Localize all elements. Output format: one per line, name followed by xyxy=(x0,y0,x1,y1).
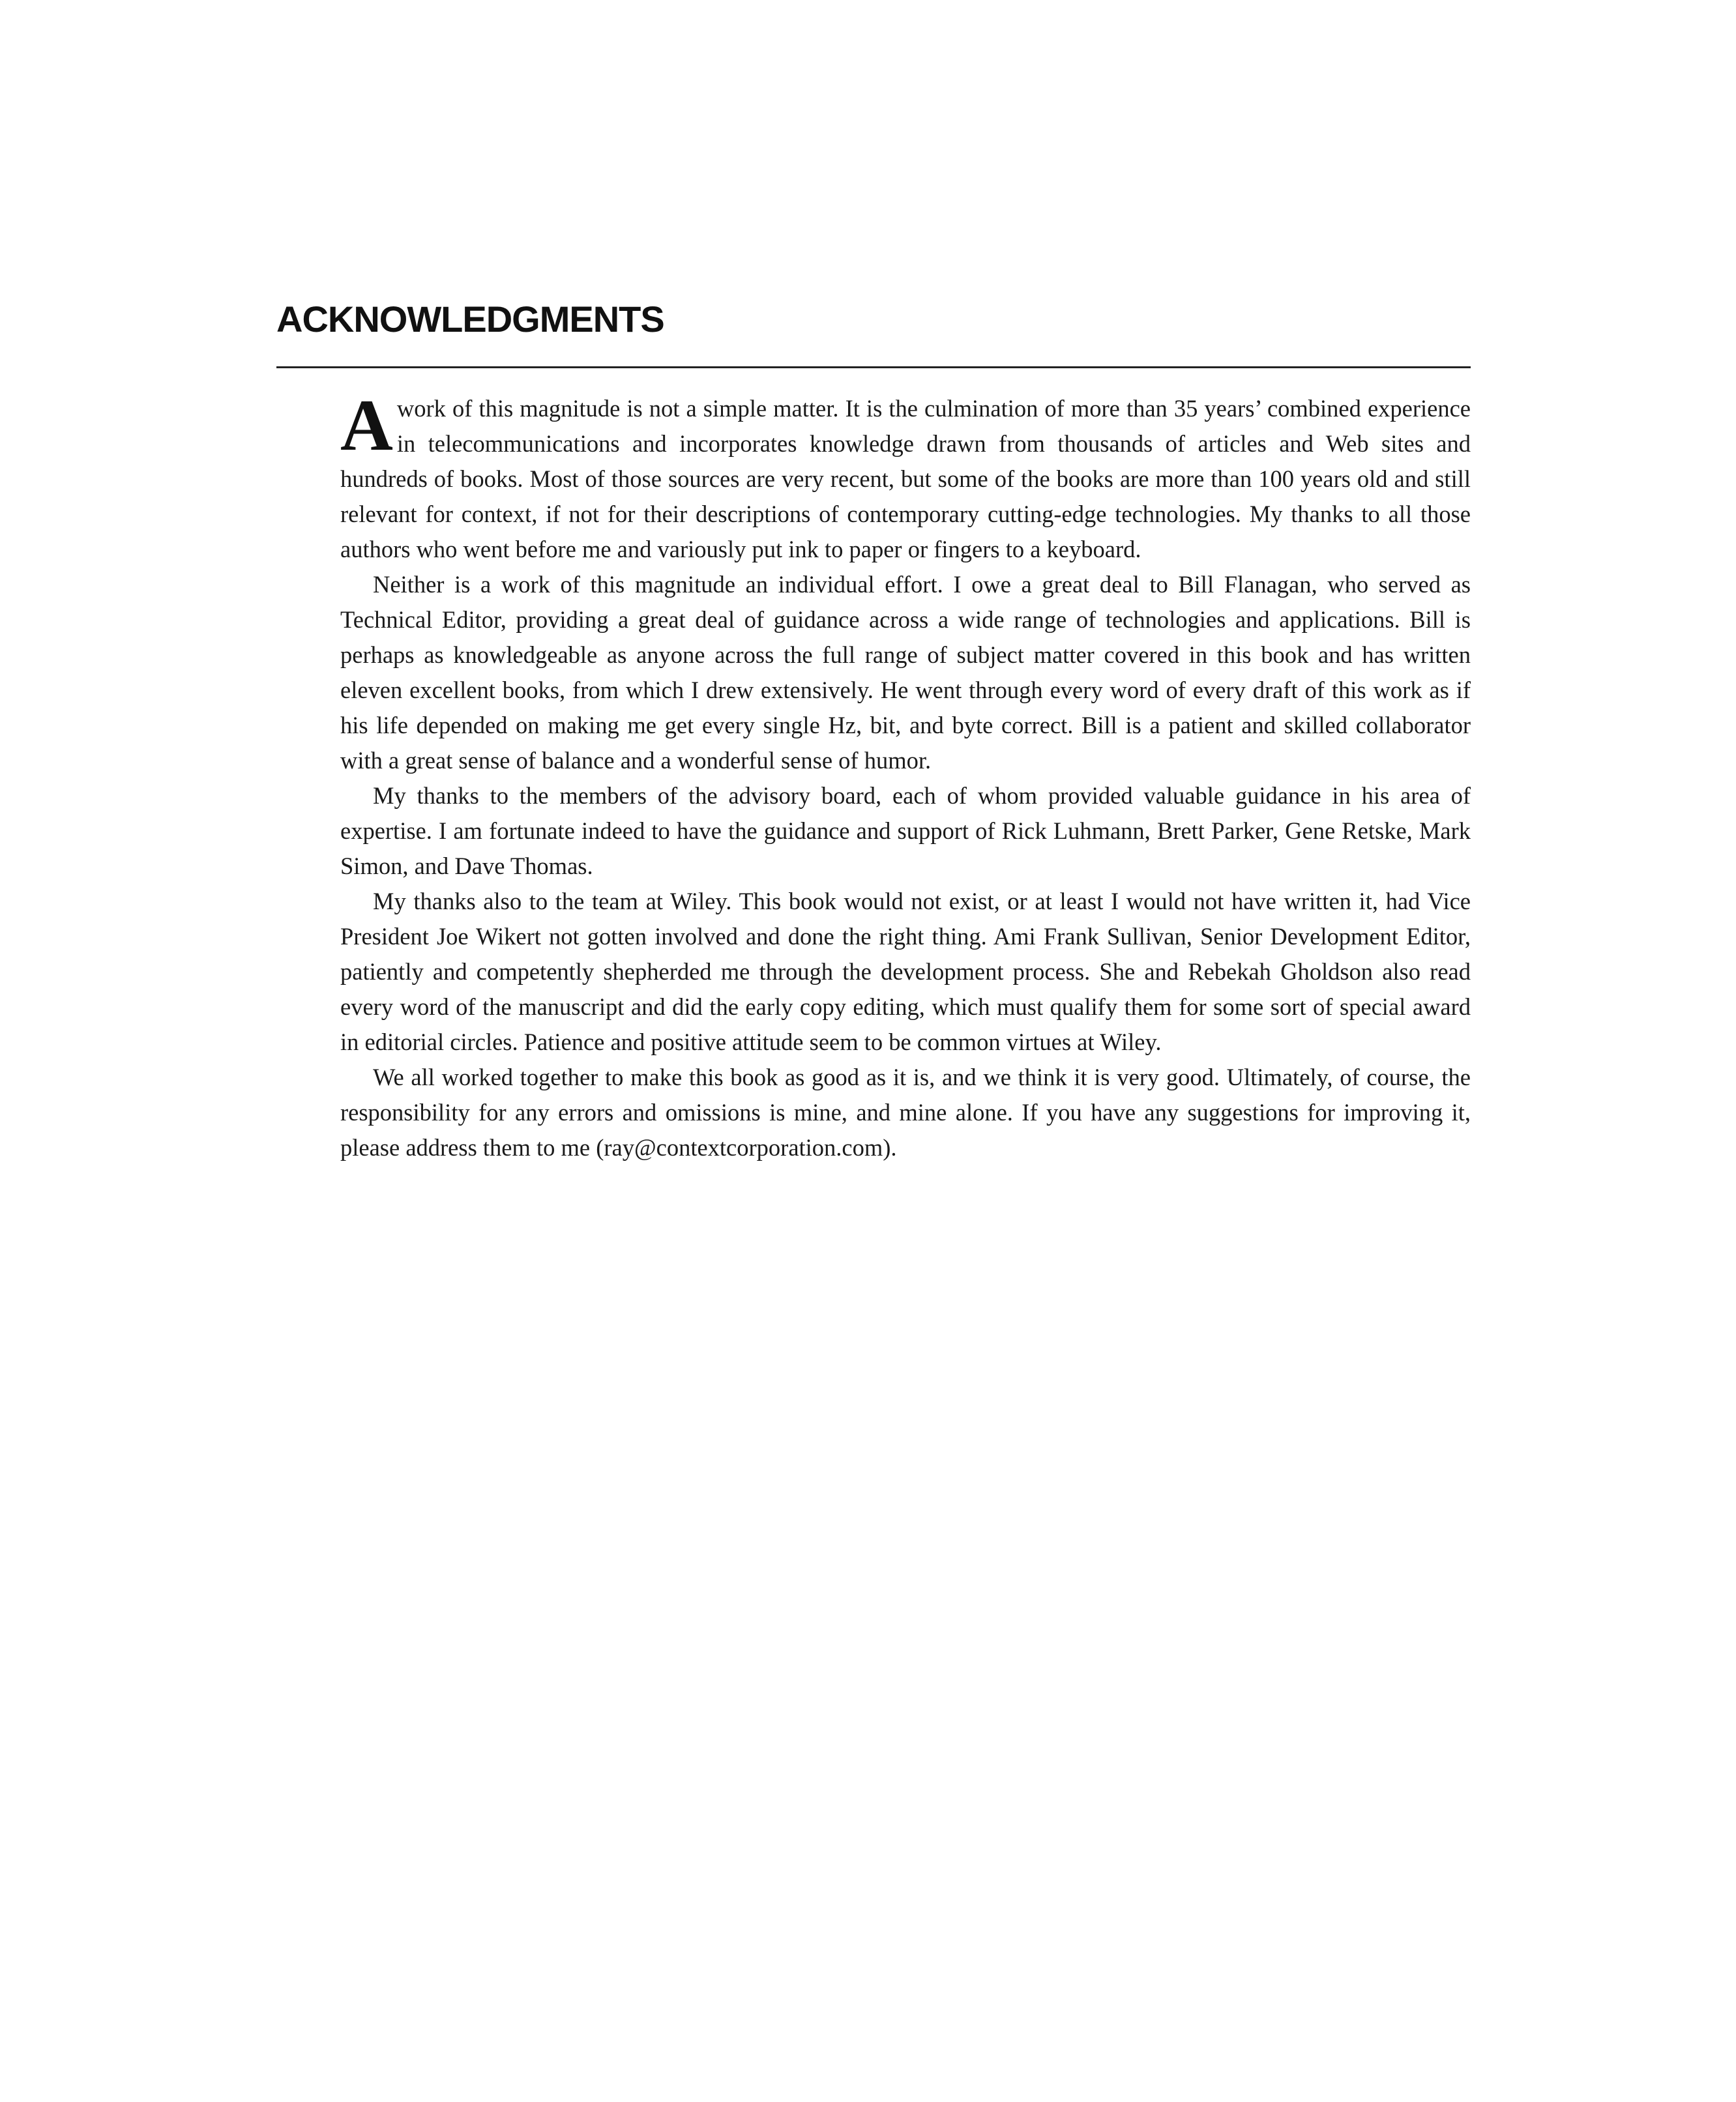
paragraph-1-text: work of this magnitude is not a simple matter. It is the culmination of more than 35 years’ combined experience in telecommunications and incorporates knowledge drawn from thousands of articles and Web sites and hundreds of books. Most of those sources are very recent, but some of the books are more than 100 years old and still relevant for context, if not for their descriptions of contemporary cutting-edge technologies. My thanks to all those authors who went before me and variously put ink to paper or fingers to a keyboard. xyxy=(340,395,1471,562)
paragraph-3: My thanks to the members of the advisory board, each of whom provided valuable guidance in his area of expertise. I am fortunate indeed to have the guidance and support of Rick Luhmann, Brett Parker, Gene Retske, Mark Simon, and Dave Thomas. xyxy=(340,782,1471,879)
paragraph-5: We all worked together to make this book as good as it is, and we think it is very good. Ultimately, of course, the responsibility for any errors and omissions is mine, and mine alone. If you have any suggestions for improving it, please address them to me (ray@contextcorporation.com). xyxy=(340,1064,1471,1161)
paragraph-1 xyxy=(340,385,1471,567)
heading-rule xyxy=(276,366,1471,368)
paragraph-2: Neither is a work of this magnitude an individual effort. I owe a great deal to Bill Flanagan, who served as Technical Editor, providing a great deal of guidance across a wide range of technologies and applications. Bill is perhaps as knowledgeable as anyone across the full range of subject matter covered in this book and has written eleven excellent books, from which I drew extensively. He went through every word of every draft of this work as if his life depended on making me get every single Hz, bit, and byte correct. Bill is a patient and skilled collaborator with a great sense of balance and a wonderful sense of humor. xyxy=(340,571,1471,774)
page-title: ACKNOWLEDGMENTS xyxy=(276,299,664,340)
paragraph-4: My thanks also to the team at Wiley. This book would not exist, or at least I would not have written it, had Vice President Joe Wikert not gotten involved and done the right thing. Ami Frank Sullivan, Senior Development Editor, patiently and competently shepherded me through the development process. She and Rebekah Gholdson also read every word of the manuscript and did the early copy editing, which must qualify them for some sort of special award in editorial circles. Patience and positive attitude seem to be common virtues at Wiley. xyxy=(340,888,1471,1055)
drop-cap: A xyxy=(340,385,393,466)
body-text xyxy=(340,385,1471,1165)
